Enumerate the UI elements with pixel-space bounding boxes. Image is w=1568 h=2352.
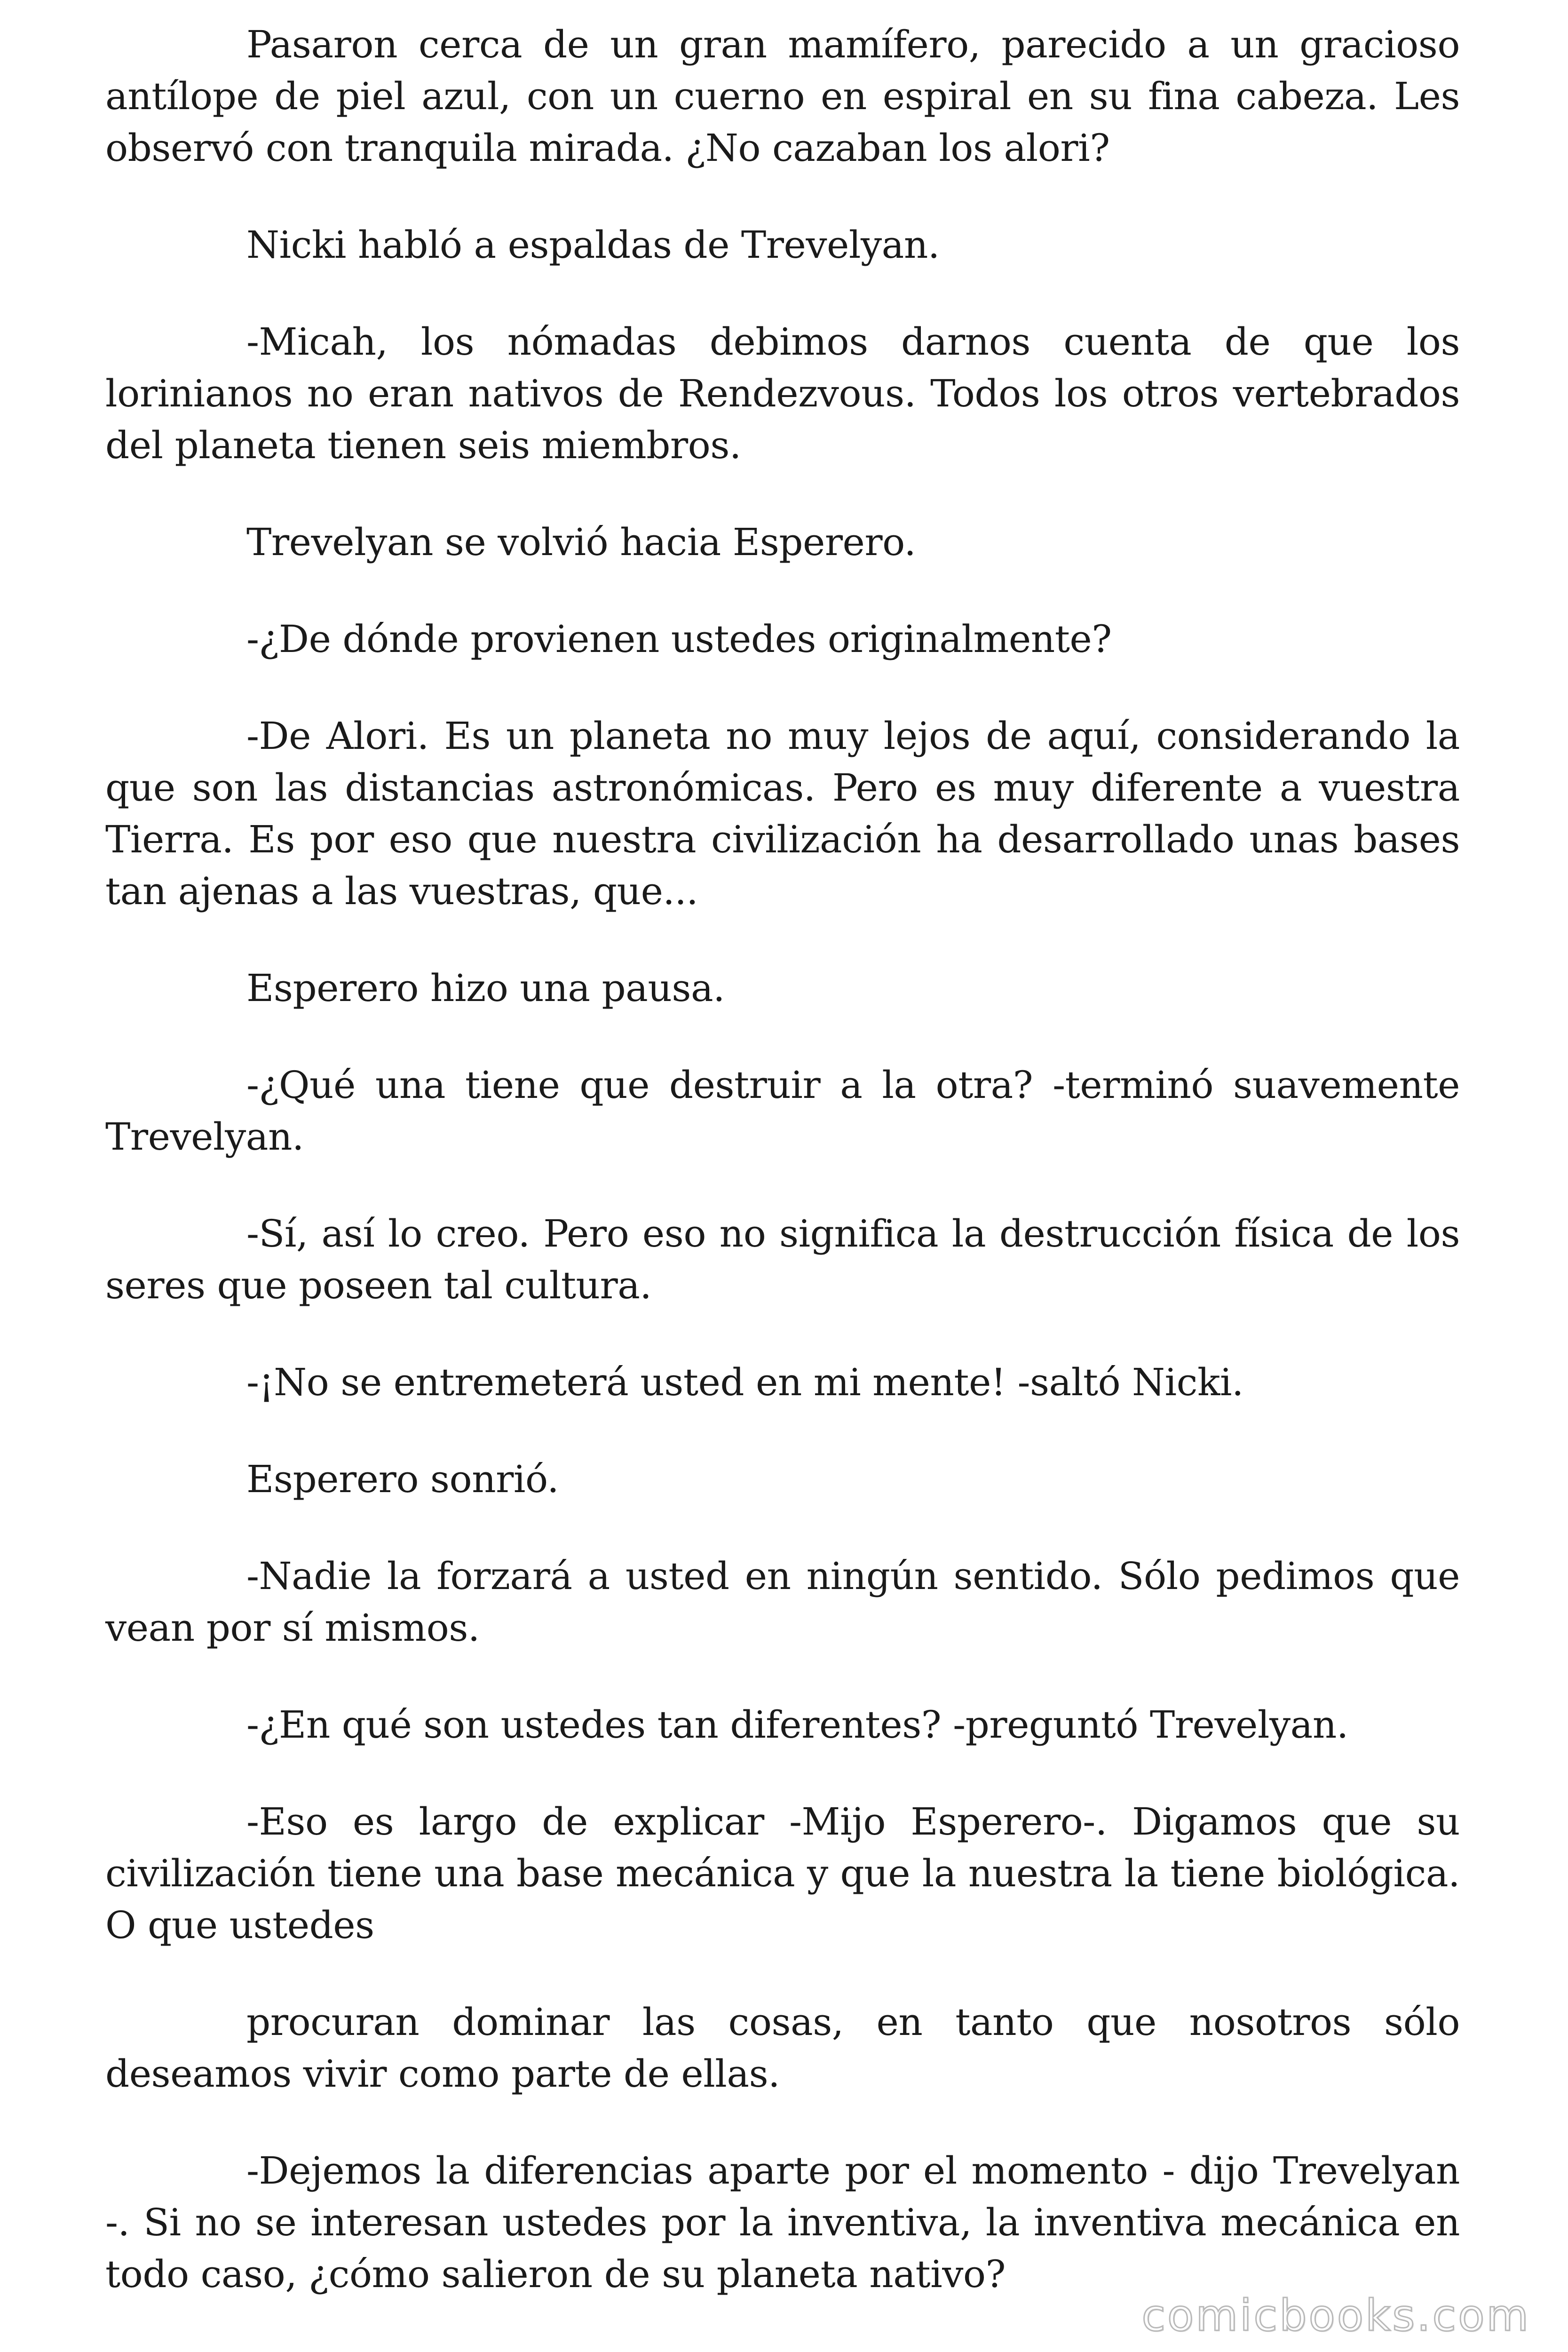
paragraph: -De Alori. Es un planeta no muy lejos de aquí, considerando la que son las distancias astronómicas. Pero es muy diferente a vuestra Tierra. Es por eso que nuestra civilización ha desarrollado unas bases tan ajenas a las vuestras, que... — [105, 714, 1460, 913]
paragraph: Pasaron cerca de un gran mamífero, parecido a un gracioso antílope de piel azul, con un cuerno en espiral en su fina cabeza. Les observó con tranquila mirada. ¿No cazaban los alori? — [105, 23, 1460, 170]
paragraph: Esperero hizo una pausa. — [246, 966, 725, 1010]
paragraph: -Nadie la forzará a usted en ningún sentido. Sólo pedimos que vean por sí mismos. — [105, 1554, 1460, 1650]
paragraph: -¡No se entremeterá usted en mi mente! -saltó Nicki. — [246, 1360, 1243, 1404]
paragraph: -Dejemos la diferencias aparte por el momento - dijo Trevelyan -. Si no se interesan ustedes por la inventiva, la inventiva mecánica en todo caso, ¿cómo salieron de su planeta nativo? — [105, 2149, 1460, 2296]
site-watermark: comicbooks.com — [1141, 2290, 1530, 2341]
book-page — [105, 19, 1460, 2345]
paragraph: -¿Qué una tiene que destruir a la otra? -terminó suavemente Trevelyan. — [105, 1063, 1460, 1159]
paragraph: procuran dominar las cosas, en tanto que nosotros sólo deseamos vivir como parte de ellas. — [105, 2000, 1460, 2096]
paragraph: -Micah, los nómadas debimos darnos cuenta de que los lorinianos no eran nativos de Rendezvous. Todos los otros vertebrados del planeta tienen seis miembros. — [105, 320, 1460, 467]
paragraph: -Sí, así lo creo. Pero eso no significa la destrucción física de los seres que poseen tal cultura. — [105, 1212, 1460, 1307]
paragraph: -Eso es largo de explicar -Mijo Esperero-. Digamos que su civilización tiene una base mecánica y que la nuestra la tiene biológica. O que ustedes — [105, 1800, 1460, 1947]
paragraph: Nicki habló a espaldas de Trevelyan. — [246, 223, 940, 267]
paragraph: Esperero sonrió. — [246, 1457, 559, 1501]
paragraph: -¿De dónde provienen ustedes originalmente? — [246, 617, 1112, 661]
paragraph: -¿En qué son ustedes tan diferentes? -preguntó Trevelyan. — [246, 1703, 1348, 1747]
paragraph: Trevelyan se volvió hacia Esperero. — [246, 520, 916, 564]
